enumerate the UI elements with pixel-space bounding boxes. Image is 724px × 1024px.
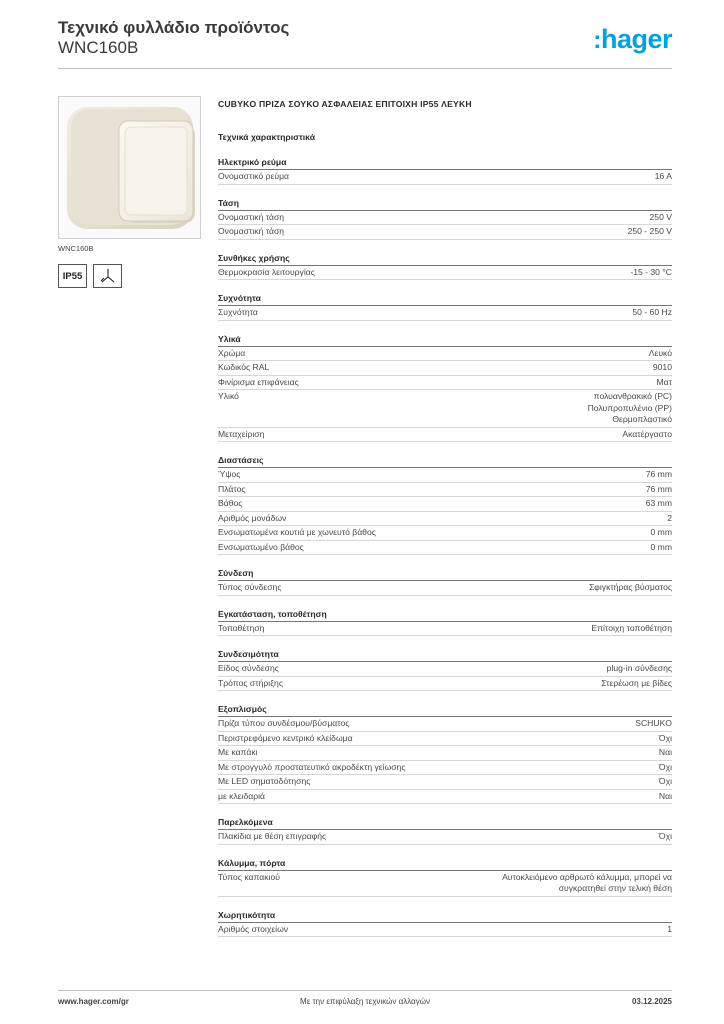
spec-section <box>218 703 672 804</box>
spec-section <box>218 909 672 938</box>
spec-value: 250 - 250 V <box>627 226 672 236</box>
spec-row <box>218 512 672 527</box>
spec-label: Πλακίδια με θέση επιγραφής <box>218 831 327 841</box>
spec-label: Με καπάκι <box>218 747 258 757</box>
spec-value: 50 - 60 Hz <box>632 307 672 317</box>
spec-label: Ονομαστική τάση <box>218 211 285 222</box>
spec-label: Μεταχείριση <box>218 428 265 439</box>
image-caption: WNC160B <box>58 244 94 253</box>
spec-row <box>218 761 672 776</box>
spec-label: Φινίρισμα επιφάνειας <box>218 376 299 387</box>
technical-characteristics-title: Τεχνικά χαρακτηριστικά <box>218 132 315 142</box>
spec-value: 76 mm <box>645 469 672 479</box>
spec-label: Τύπος σύνδεσης <box>218 582 282 592</box>
spec-label: Ενσωματωμένα κουτιά με χωνευτό βάθος <box>218 527 376 537</box>
spec-section-title: Συνδεσιμότητα <box>218 648 672 662</box>
footer-divider <box>58 990 672 991</box>
spec-section <box>218 608 672 637</box>
spec-label: Είδος σύνδεσης <box>218 663 279 673</box>
spec-section-title: Υλικά <box>218 333 672 347</box>
spec-row <box>218 662 672 677</box>
spec-value: Όχι <box>658 831 672 841</box>
spec-row <box>218 306 672 321</box>
spec-value: 16 A <box>654 171 672 181</box>
document-title: Τεχνικό φυλλάδιο προϊόντος <box>58 18 290 37</box>
document-product-code: WNC160B <box>58 38 139 57</box>
spec-value: Αυτοκλειόμενο αρθρωτό κάλυμμα, μπορεί να συγκρατηθεί στην τελική θέση <box>502 871 672 893</box>
spec-section <box>218 816 672 845</box>
spec-row <box>218 775 672 790</box>
spec-row <box>218 390 672 428</box>
certification-badges <box>58 264 122 288</box>
spec-label: Βάθος <box>218 498 243 508</box>
spec-label: Χρώμα <box>218 347 246 358</box>
spec-section <box>218 857 672 897</box>
spec-row <box>218 497 672 512</box>
spec-row <box>218 483 672 498</box>
spec-value: plug-in σύνδεσης <box>606 663 672 673</box>
spec-section <box>218 333 672 443</box>
spec-label: Θερμοκρασία λειτουργίας <box>218 266 315 277</box>
spec-section <box>218 454 672 555</box>
footer-notice: Με την επιφύλαξη τεχνικών αλλαγών <box>300 997 430 1006</box>
spec-label: Τύπος καπακιού <box>218 871 280 882</box>
spec-label: Με στρογγυλό προστατευτικό ακροδέκτη γείωσης <box>218 761 406 772</box>
spec-label: με κλειδαριά <box>218 790 266 801</box>
header-divider <box>58 68 672 69</box>
spec-section-title: Τάση <box>218 197 672 211</box>
spec-value: -15 - 30 °C <box>630 266 672 277</box>
spec-value: πολυανθρακικό (PC) Πολυπροπυλένιο (PP) Θερμοπλαστικό <box>587 391 672 424</box>
hager-logo: :hager <box>593 24 672 54</box>
spec-value: 76 mm <box>645 483 672 494</box>
spec-label: Ονομαστικό ρεύμα <box>218 171 289 181</box>
spec-section-title: Κάλυμμα, πόρτα <box>218 857 672 871</box>
spec-label: Ενσωματωμένο βάθος <box>218 541 304 552</box>
spec-label: Ονομαστική τάση <box>218 226 285 236</box>
spec-row <box>218 526 672 541</box>
spec-label: Υλικό <box>218 391 239 401</box>
spec-label: Αριθμός στοιχείων <box>218 923 289 934</box>
spec-row <box>218 468 672 483</box>
spec-row <box>218 622 672 637</box>
spec-row <box>218 347 672 362</box>
spec-value: 250 V <box>649 211 672 222</box>
spec-row <box>218 225 672 240</box>
spec-value: SCHUKO <box>635 718 672 728</box>
spec-section-title: Χωρητικότητα <box>218 909 672 923</box>
footer-website-link[interactable]: www.hager.com/gr <box>58 997 129 1006</box>
spec-label: Τοποθέτηση <box>218 622 265 633</box>
spec-section-title: Ηλεκτρικό ρεύμα <box>218 156 672 170</box>
spec-row <box>218 211 672 226</box>
logo-text: hager <box>600 24 672 54</box>
spec-section <box>218 292 672 321</box>
spec-section-title: Σύνδεση <box>218 567 672 581</box>
spec-value: Λευκό <box>648 347 672 358</box>
spec-row <box>218 541 672 556</box>
spec-row <box>218 830 672 845</box>
spec-value: Ακατέργαστο <box>622 428 672 439</box>
spec-section-title: Διαστάσεις <box>218 454 672 468</box>
spec-row <box>218 428 672 443</box>
spec-row <box>218 266 672 281</box>
spec-label: Συχνότητα <box>218 307 258 317</box>
spec-row <box>218 732 672 747</box>
spec-row <box>218 170 672 185</box>
spec-sections <box>218 156 672 937</box>
spec-section <box>218 648 672 691</box>
spec-value: 0 mm <box>650 541 672 552</box>
spec-row <box>218 923 672 938</box>
spec-value: Στερέωση με βίδες <box>601 677 672 688</box>
spec-value: Όχι <box>658 732 672 743</box>
spec-section <box>218 252 672 281</box>
spec-row <box>218 717 672 732</box>
header <box>58 18 289 58</box>
spec-section <box>218 567 672 596</box>
spec-value: Σφιγκτήρας βύσματος <box>588 582 672 592</box>
product-name: CUBYKO ΠΡΙΖΑ ΣΟΥΚΟ ΑΣΦΑΛΕΙΑΣ ΕΠΙΤΟΙΧΗ IP55 ΛΕΥΚΗ <box>218 99 472 109</box>
spec-label: Πρίζα τύπου συνδέσμου/βύσματος <box>218 718 350 728</box>
spec-value: Επίτοιχη τοποθέτηση <box>591 622 672 633</box>
socket-illustration <box>59 97 200 238</box>
spec-label: Πλάτος <box>218 483 246 494</box>
spec-value: 9010 <box>652 362 672 372</box>
spec-section-title: Εξοπλισμός <box>218 703 672 717</box>
footer-date: 03.12.2025 <box>631 997 672 1006</box>
spec-row <box>218 581 672 596</box>
spec-row <box>218 790 672 805</box>
ip55-badge: IP55 <box>58 264 87 288</box>
spec-section <box>218 156 672 185</box>
spec-value: Ναι <box>658 790 672 801</box>
spec-value: 2 <box>667 512 672 523</box>
spec-value: 1 <box>667 923 672 934</box>
spec-value: 0 mm <box>650 527 672 537</box>
spec-row <box>218 871 672 897</box>
spec-label: Ύψος <box>218 469 241 479</box>
spec-value: Ναι <box>658 747 672 757</box>
spec-label: Περιστρεφόμενο κεντρικό κλείδωμα <box>218 732 353 743</box>
spec-row <box>218 361 672 376</box>
surface-mount-glyph <box>99 268 117 284</box>
spec-row <box>218 376 672 391</box>
spec-section <box>218 197 672 240</box>
spec-section-title: Παρελκόμενα <box>218 816 672 830</box>
spec-label: Κωδικός RAL <box>218 362 270 372</box>
spec-section-title: Συχνότητα <box>218 292 672 306</box>
spec-label: Τρόπος στήριξης <box>218 677 283 688</box>
spec-label: Με LED σηματοδότησης <box>218 776 311 786</box>
spec-label: Αριθμός μονάδων <box>218 512 287 523</box>
spec-value: Όχι <box>658 776 672 786</box>
spec-value: Όχι <box>658 761 672 772</box>
product-image <box>58 96 201 239</box>
spec-row <box>218 746 672 761</box>
specifications <box>218 97 672 937</box>
spec-value: 63 mm <box>645 498 672 508</box>
surface-mount-symbol-icon <box>93 264 122 288</box>
spec-section-title: Συνθήκες χρήσης <box>218 252 672 266</box>
spec-row <box>218 677 672 692</box>
spec-value: Ματ <box>656 376 672 387</box>
spec-section-title: Εγκατάσταση, τοποθέτηση <box>218 608 672 622</box>
